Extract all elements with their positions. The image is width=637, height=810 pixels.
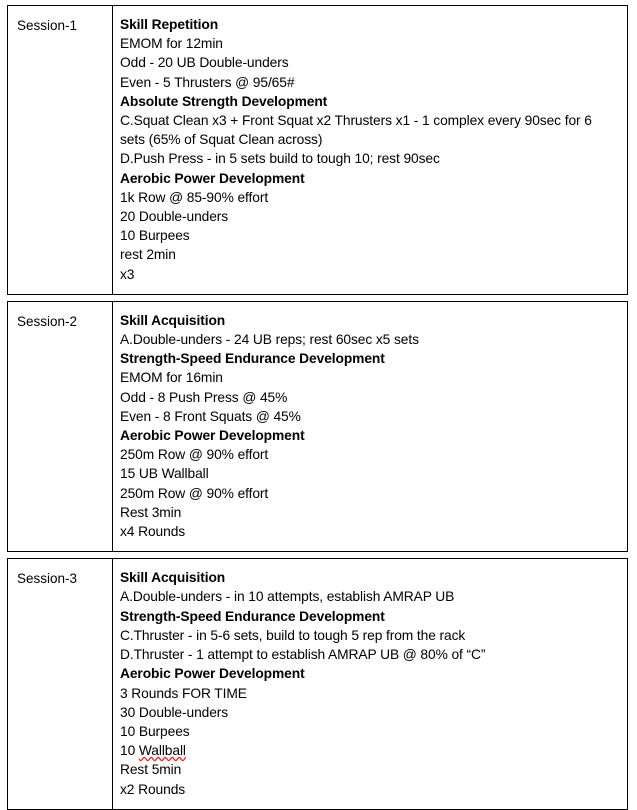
workout-heading: Aerobic Power Development (120, 428, 305, 444)
training-program-table (7, 5, 628, 810)
workout-heading: Skill Repetition (120, 17, 219, 32)
workout-heading: Aerobic Power Development (120, 666, 305, 682)
session-block (7, 5, 628, 295)
session-content-cell (113, 302, 627, 551)
workout-line: 10 Burpees (120, 228, 190, 244)
workout-heading: Absolute Strength Development (120, 93, 328, 109)
workout-line: 250m Row @ 90% effort (120, 485, 269, 501)
workout-line: Rest 5min (120, 762, 182, 778)
workout-line: 1k Row @ 85-90% effort (120, 189, 269, 205)
session-content-cell (113, 6, 627, 294)
workout-line: C.Squat Clean x3 + Front Squat x2 Thrusters x1 - 1 complex every 90sec for 6 sets (65% of Squat Clean across) (120, 113, 592, 148)
workout-heading: Strength-Speed Endurance Development (120, 608, 385, 624)
workout-line: x2 Rounds (120, 781, 186, 797)
session-label-cell (8, 302, 113, 551)
workout-line: 30 Double-unders (120, 704, 229, 720)
session-label-cell (8, 559, 113, 808)
workout-line: D.Push Press - in 5 sets build to tough 10; rest 90sec (120, 151, 440, 167)
workout-line: x4 Rounds (120, 524, 186, 540)
workout-line: x3 (120, 266, 135, 282)
session-content-cell (113, 559, 627, 808)
workout-line: C.Thruster - in 5-6 sets, build to tough 5 rep from the rack (120, 627, 466, 643)
workout-line: Odd - 8 Push Press @ 45% (120, 389, 288, 405)
session-label: Session-1 (17, 18, 78, 33)
workout-heading: Strength-Speed Endurance Development (120, 351, 385, 367)
workout-line: 3 Rounds FOR TIME (120, 685, 247, 701)
workout-line: rest 2min (120, 247, 176, 263)
session-label: Session-3 (17, 571, 78, 587)
workout-heading: Skill Acquisition (120, 312, 226, 328)
session-label-cell (8, 6, 113, 294)
workout-line: Even - 8 Front Squats @ 45% (120, 408, 301, 424)
workout-heading: Skill Acquisition (120, 570, 226, 586)
session-block (7, 558, 628, 809)
workout-line: EMOM for 12min (120, 36, 223, 52)
workout-line: A.Double-unders - in 10 attempts, establish AMRAP UB (120, 589, 455, 605)
workout-heading: Aerobic Power Development (120, 170, 305, 186)
workout-line-misspelled: 10 Wallball (120, 743, 186, 759)
workout-line: 250m Row @ 90% effort (120, 447, 269, 463)
spellcheck-underline: Wallball (138, 743, 186, 759)
workout-line: Odd - 20 UB Double-unders (120, 55, 289, 71)
session-block (7, 301, 628, 552)
workout-line: A.Double-unders - 24 UB reps; rest 60sec x5 sets (120, 332, 419, 348)
workout-line: 20 Double-unders (120, 209, 229, 225)
workout-line: D.Thruster - 1 attempt to establish AMRAP UB @ 80% of “C” (120, 647, 486, 663)
workout-line: EMOM for 16min (120, 370, 223, 386)
workout-line: Even - 5 Thrusters @ 95/65# (120, 74, 295, 90)
workout-line: 10 Burpees (120, 723, 190, 739)
workout-line: 15 UB Wallball (120, 466, 209, 482)
workout-line: Rest 3min (120, 504, 182, 520)
session-label: Session-2 (17, 313, 78, 329)
